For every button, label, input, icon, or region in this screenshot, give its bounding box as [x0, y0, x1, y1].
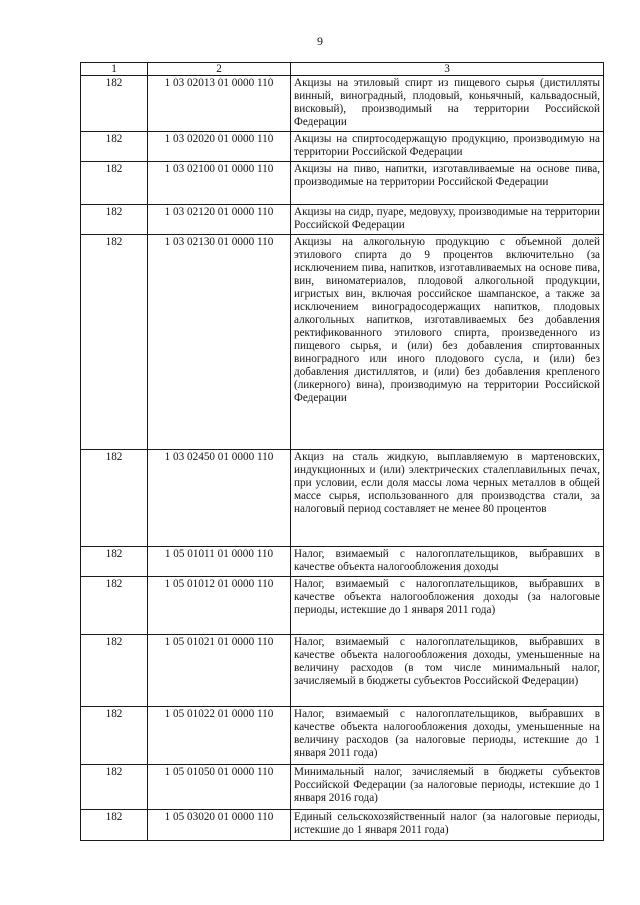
revenue-code-cell: 1 05 01022 01 0000 110 — [148, 707, 291, 765]
column-header-3: 3 — [291, 63, 604, 76]
revenue-code-cell: 1 03 02120 01 0000 110 — [148, 205, 291, 235]
revenue-code-cell: 1 03 02130 01 0000 110 — [148, 235, 291, 450]
admin-code-cell: 182 — [81, 707, 148, 765]
table-row — [81, 162, 604, 205]
admin-code-cell: 182 — [81, 547, 148, 577]
revenue-code-cell: 1 05 01050 01 0000 110 — [148, 765, 291, 810]
table-row — [81, 235, 604, 450]
table-row — [81, 205, 604, 235]
revenue-name-cell: Налог, взимаемый с налогоплательщиков, выбравших в качестве объекта налогообложения доходы, уменьшенные на величину расходов (в том числе минимальный налог, зачисляемый в бюджеты субъектов Российской Федерации) — [291, 635, 604, 707]
table-row — [81, 765, 604, 810]
table-header-row — [81, 63, 604, 76]
revenue-code-cell: 1 05 01011 01 0000 110 — [148, 547, 291, 577]
admin-code-cell: 182 — [81, 162, 148, 205]
revenue-name-cell: Акцизы на сидр, пуаре, медовуху, производимые на территории Российской Федерации — [291, 205, 604, 235]
revenue-name-cell: Акцизы на спиртосодержащую продукцию, производимую на территории Российской Федерации — [291, 132, 604, 162]
revenue-code-cell: 1 03 02100 01 0000 110 — [148, 162, 291, 205]
page-number: 9 — [317, 34, 323, 48]
admin-code-cell: 182 — [81, 205, 148, 235]
column-header-1: 1 — [81, 63, 148, 76]
revenue-name-cell: Акцизы на алкогольную продукцию с объемной долей этилового спирта до 9 процентов включительно (за исключением пива, напитков, изготавливаемых на основе пива, вин, виноматериалов, плодовой алкогольной продукции, игристых вин, включая российское шампанское, а также за исключением виноградосодержащих напитков, плодовых алкогольных напитков, изготавливаемых без добавления ректификованного этилового спирта, произведенного из пищевого сырья, и (или) без добавления спиртованных виноградного или иного плодового сусла, и (или) без добавления дистиллятов, и (или) без добавления крепленого (ликерного) вина), производимую на территории Российской Федерации — [291, 235, 604, 450]
column-header-2: 2 — [148, 63, 291, 76]
revenue-name-cell: Минимальный налог, зачисляемый в бюджеты субъектов Российской Федерации (за налоговые периоды, истекшие до 1 января 2016 года) — [291, 765, 604, 810]
admin-code-cell: 182 — [81, 450, 148, 547]
table-row — [81, 450, 604, 547]
revenue-name-cell: Налог, взимаемый с налогоплательщиков, выбравших в качестве объекта налогообложения доходы — [291, 547, 604, 577]
revenue-name-cell: Налог, взимаемый с налогоплательщиков, выбравших в качестве объекта налогообложения доходы, уменьшенные на величину расходов (за налоговые периоды, истекшие до 1 января 2011 года) — [291, 707, 604, 765]
revenue-name-cell: Акциз на сталь жидкую, выплавляемую в мартеновских, индукционных и (или) электрических сталеплавильных печах, при условии, если доля массы лома черных металлов в общей массе сырья, использованного для производства стали, за налоговый период составляет не менее 80 процентов — [291, 450, 604, 547]
table-row — [81, 547, 604, 577]
revenue-code-cell: 1 03 02450 01 0000 110 — [148, 450, 291, 547]
table-row — [81, 577, 604, 635]
admin-code-cell: 182 — [81, 577, 148, 635]
admin-code-cell: 182 — [81, 635, 148, 707]
revenue-name-cell: Акцизы на пиво, напитки, изготавливаемые на основе пива, производимые на территории Российской Федерации — [291, 162, 604, 205]
admin-code-cell: 182 — [81, 132, 148, 162]
table-row — [81, 635, 604, 707]
revenue-code-cell: 1 03 02020 01 0000 110 — [148, 132, 291, 162]
revenue-code-cell: 1 03 02013 01 0000 110 — [148, 76, 291, 132]
revenue-codes-table — [80, 62, 604, 841]
revenue-name-cell: Акцизы на этиловый спирт из пищевого сырья (дистилляты винный, виноградный, плодовый, коньячный, кальвадосный, висковый), производимый на территории Российской Федерации — [291, 76, 604, 132]
revenue-code-cell: 1 05 01012 01 0000 110 — [148, 577, 291, 635]
table-row — [81, 132, 604, 162]
table-row — [81, 76, 604, 132]
admin-code-cell: 182 — [81, 810, 148, 841]
revenue-code-cell: 1 05 03020 01 0000 110 — [148, 810, 291, 841]
table-row — [81, 707, 604, 765]
admin-code-cell: 182 — [81, 235, 148, 450]
admin-code-cell: 182 — [81, 765, 148, 810]
revenue-name-cell: Налог, взимаемый с налогоплательщиков, выбравших в качестве объекта налогообложения доходы (за налоговые периоды, истекшие до 1 января 2011 года) — [291, 577, 604, 635]
revenue-code-cell: 1 05 01021 01 0000 110 — [148, 635, 291, 707]
table-row — [81, 810, 604, 841]
admin-code-cell: 182 — [81, 76, 148, 132]
revenue-name-cell: Единый сельскохозяйственный налог (за налоговые периоды, истекшие до 1 января 2011 года) — [291, 810, 604, 841]
